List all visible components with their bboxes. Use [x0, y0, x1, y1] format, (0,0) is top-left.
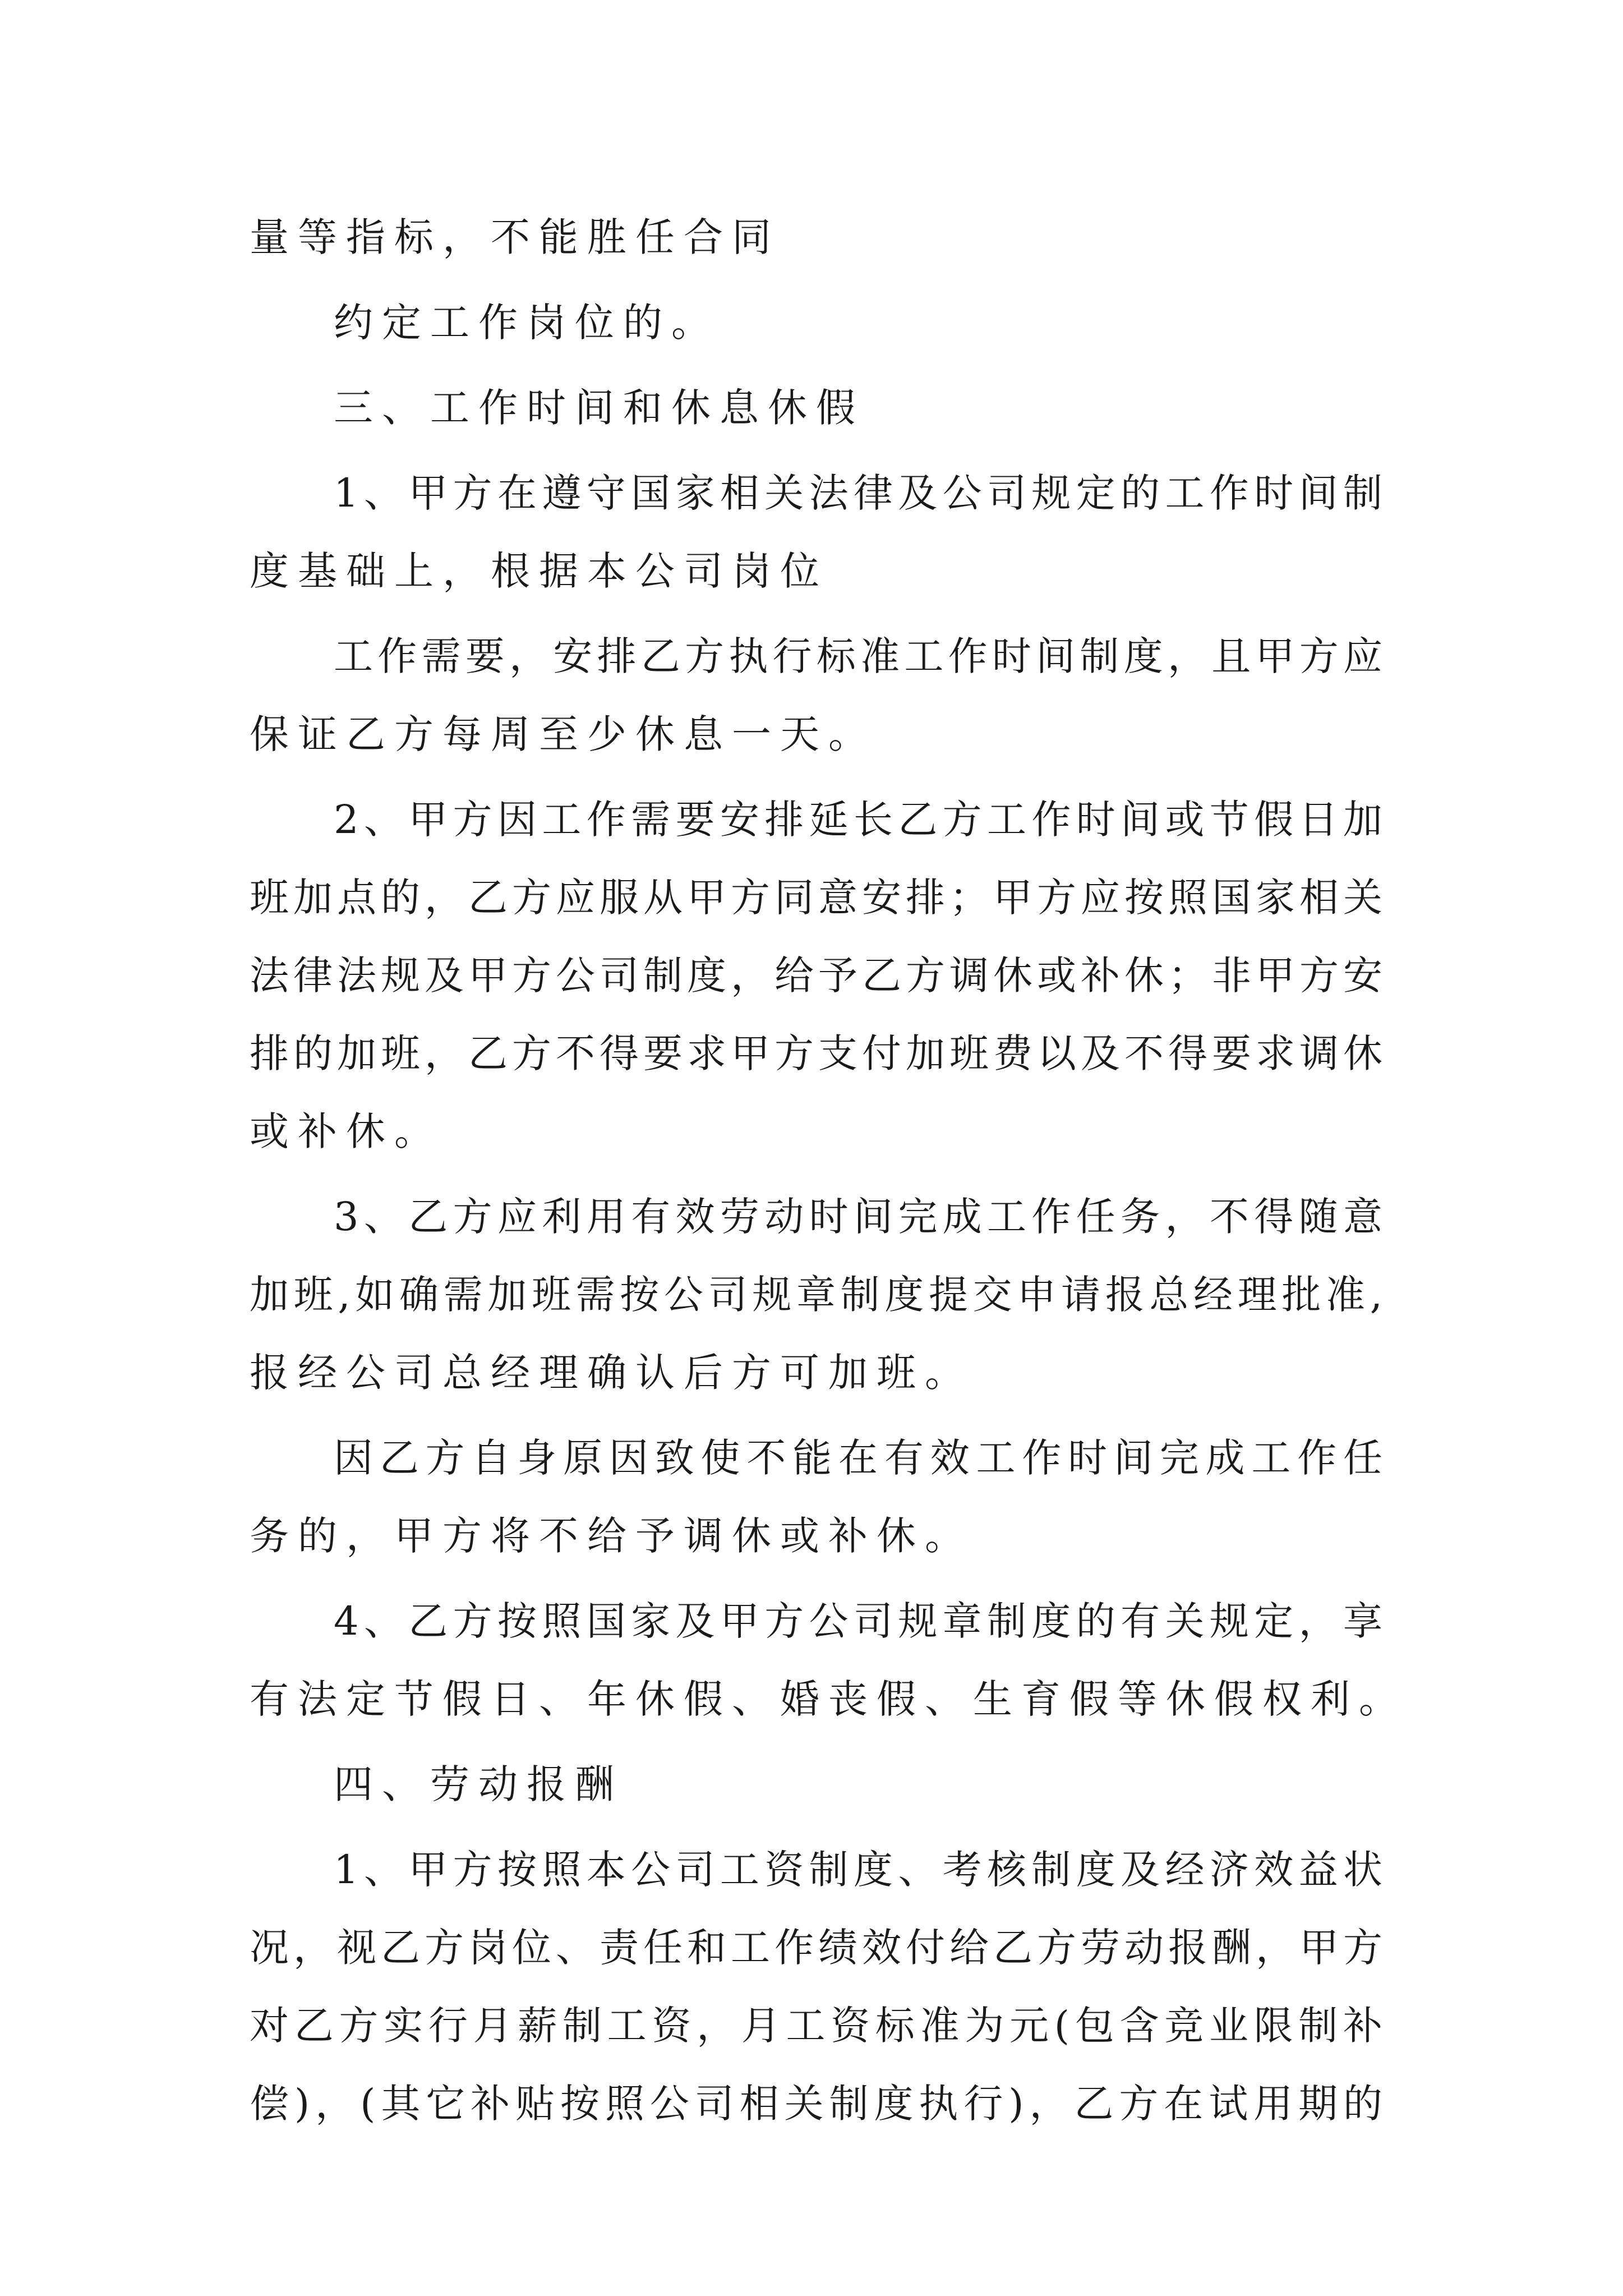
text-line-9: 班加点的，乙方应服从甲方同意安排；甲方应按照国家相关: [250, 875, 1382, 921]
text-line-16: 因乙方自身原因致使不能在有效工作时间完成工作任: [334, 1435, 1382, 1481]
text-line-12: 或补休。: [250, 1108, 442, 1154]
text-line-18: 4、乙方按照国家及甲方公司规章制度的有关规定，享: [334, 1598, 1382, 1644]
text-line-13: 3、乙方应利用有效劳动时间完成工作任务，不得随意: [334, 1194, 1382, 1240]
text-line-17: 务的，甲方将不给予调休或补休。: [250, 1513, 973, 1559]
text-line-23: 对乙方实行月薪制工资，月工资标准为元(包含竞业限制补: [250, 2003, 1382, 2049]
text-line-2: 约定工作岗位的。: [334, 300, 720, 346]
text-line-5: 度基础上，根据本公司岗位: [250, 548, 828, 594]
text-line-4: 1、甲方在遵守国家相关法律及公司规定的工作时间制: [334, 470, 1382, 516]
text-line-22: 况，视乙方岗位、责任和工作绩效付给乙方劳动报酬，甲方: [250, 1925, 1382, 1971]
text-line-10: 法律法规及甲方公司制度，给予乙方调休或补休；非甲方安: [250, 953, 1382, 999]
section-heading-3: 三、工作时间和休息休假: [334, 385, 864, 431]
text-line-24: 偿)，(其它补贴按照公司相关制度执行)，乙方在试用期的: [250, 2081, 1382, 2127]
text-line-1: 量等指标，不能胜任合同: [250, 214, 780, 260]
text-line-19: 有法定节假日、年休假、婚丧假、生育假等休假权利。: [250, 1676, 1407, 1722]
text-line-14: 加班,如确需加班需按公司规章制度提交申请报总经理批准,: [250, 1272, 1382, 1318]
text-line-15: 报经公司总经理确认后方可加班。: [250, 1350, 973, 1396]
text-line-6: 工作需要，安排乙方执行标准工作时间制度，且甲方应: [334, 633, 1382, 679]
text-line-11: 排的加班，乙方不得要求甲方支付加班费以及不得要求调休: [250, 1030, 1382, 1076]
text-line-7: 保证乙方每周至少休息一天。: [250, 711, 877, 757]
text-line-8: 2、甲方因工作需要安排延长乙方工作时间或节假日加: [334, 797, 1382, 843]
text-line-21: 1、甲方按照本公司工资制度、考核制度及经济效益状: [334, 1847, 1382, 1893]
section-heading-20: 四、劳动报酬: [334, 1761, 623, 1807]
